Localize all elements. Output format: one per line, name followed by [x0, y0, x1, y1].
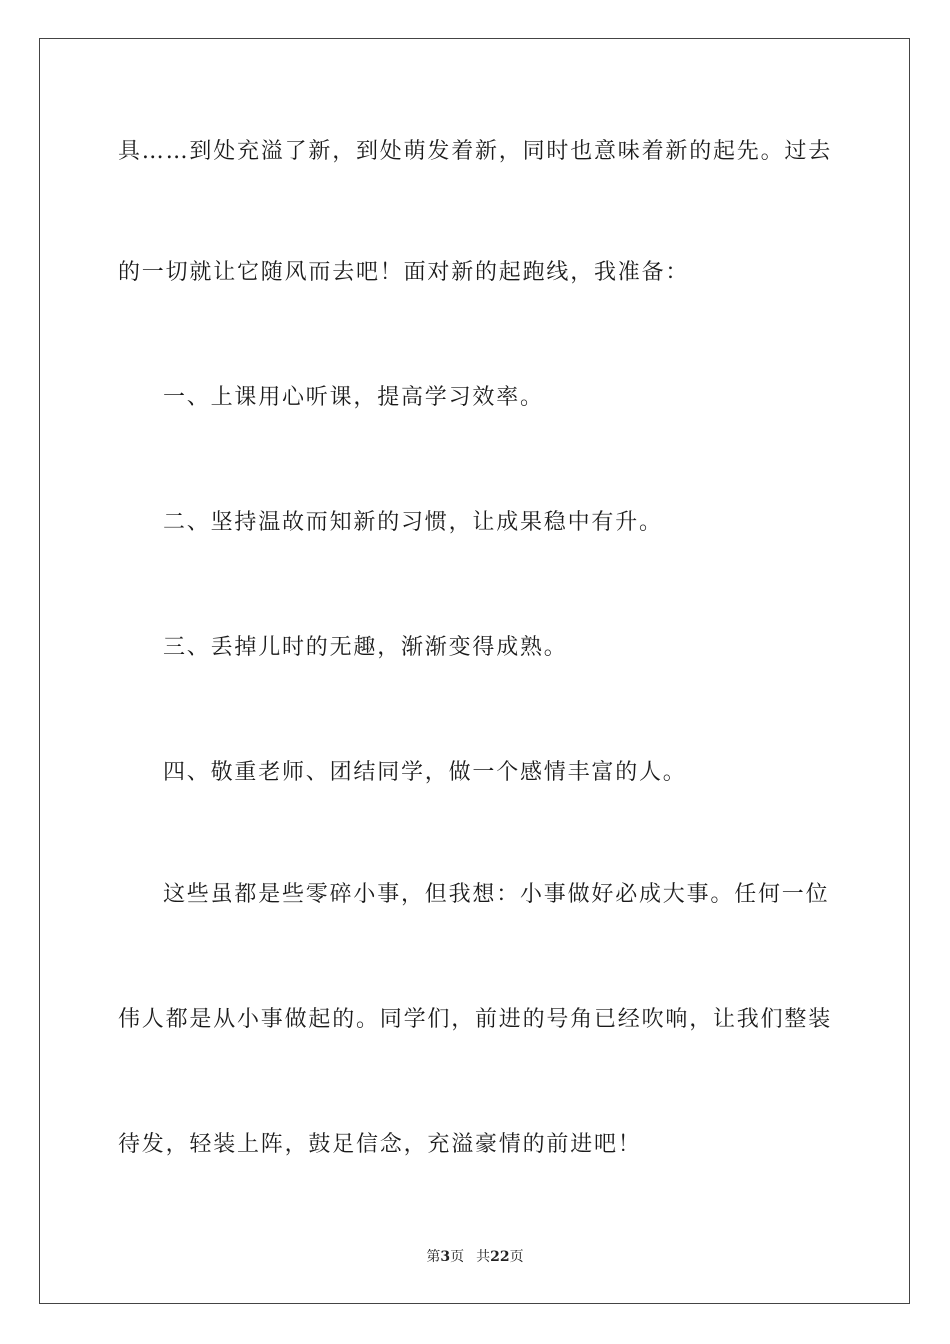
list-item-3: 三、丢掉儿时的无趣，渐渐变得成熟。	[163, 635, 568, 660]
total-prefix: 共	[476, 1249, 491, 1265]
total-pages: 22	[490, 1249, 510, 1265]
body-line-8: 伟人都是从小事做起的。同学们，前进的号角已经吹响，让我们整装	[118, 1007, 833, 1032]
list-item-2: 二、坚持温故而知新的习惯，让成果稳中有升。	[163, 510, 663, 535]
body-line-1: 具……到处充溢了新，到处萌发着新，同时也意味着新的起先。过去	[118, 139, 833, 164]
page-border	[39, 38, 910, 1304]
body-line-7: 这些虽都是些零碎小事，但我想：小事做好必成大事。任何一位	[163, 882, 830, 907]
body-line-2: 的一切就让它随风而去吧！面对新的起跑线，我准备：	[118, 260, 690, 285]
total-suffix: 页	[509, 1249, 524, 1265]
body-line-9: 待发，轻装上阵，鼓足信念，充溢豪情的前进吧！	[118, 1132, 642, 1157]
page-number: 3	[440, 1249, 451, 1265]
page-suffix: 页	[450, 1249, 465, 1265]
page-prefix: 第	[426, 1249, 441, 1265]
list-item-1: 一、上课用心听课，提高学习效率。	[163, 385, 544, 410]
list-item-4: 四、敬重老师、团结同学，做一个感情丰富的人。	[163, 760, 687, 785]
page-footer	[0, 1248, 950, 1266]
